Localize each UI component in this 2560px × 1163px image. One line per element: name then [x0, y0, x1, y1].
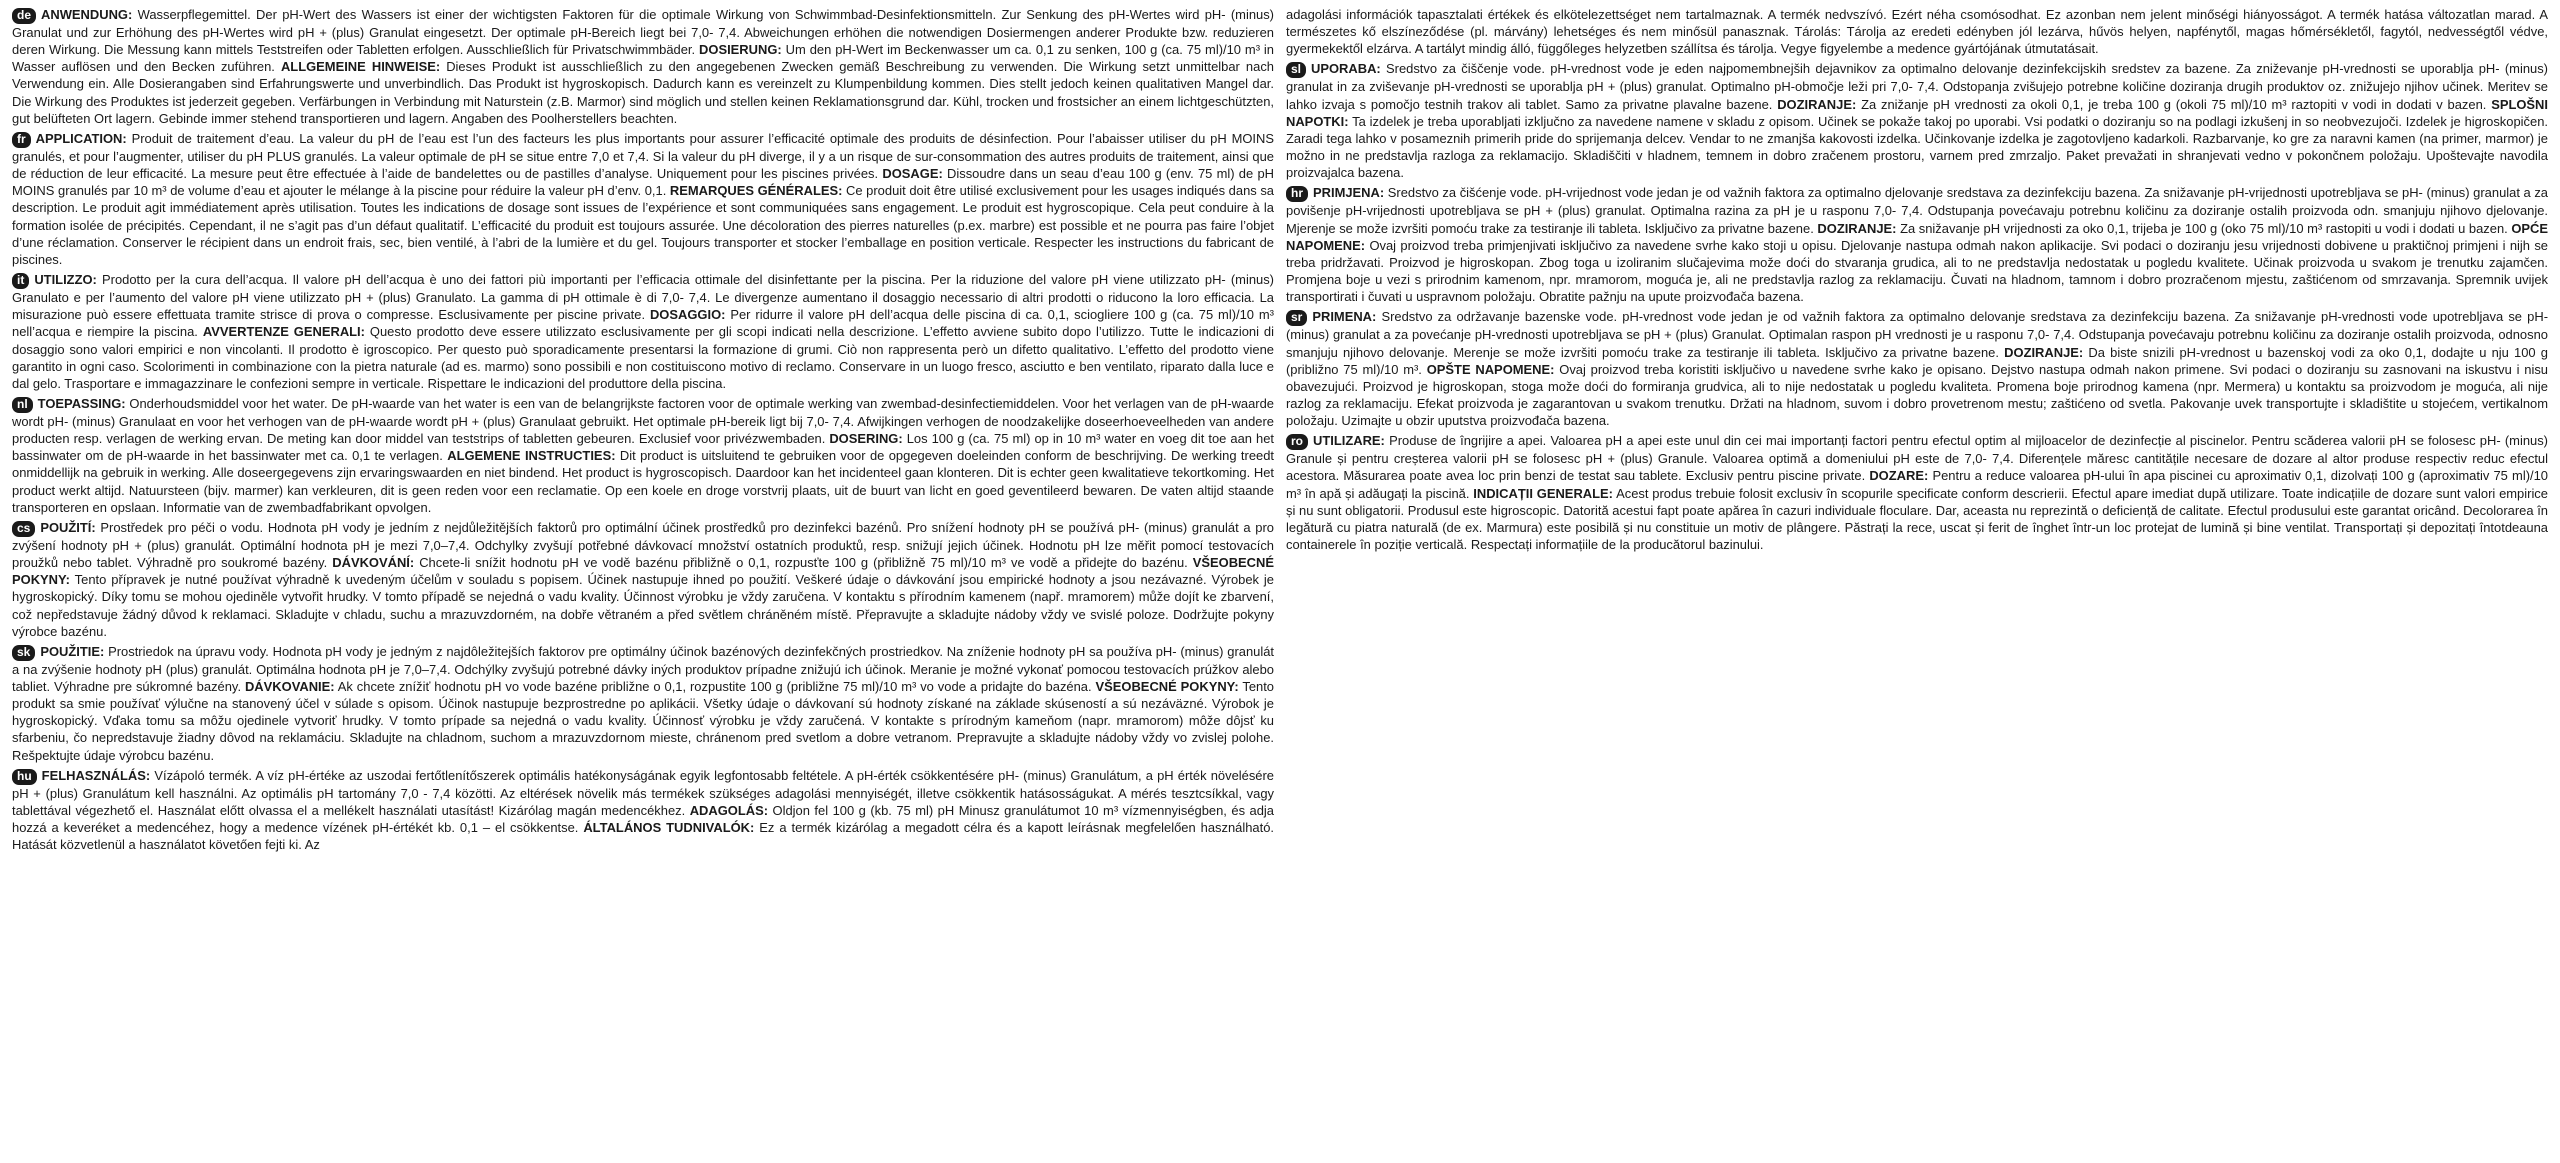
body-text: adagolási információk tapasztalati értékek és elkötelezettséget nem tartalmaznak. A termék nedvszívó. Ezért néha csomósodhat. Ez azonban nem jelent minőségi hiányosságot. A termék hatása változatlan marad. A természetes kő elszíneződése (pl. márvány) lehetséges és nem minősül panasznak. Tárolás: Tárolja az eredeti edényben jól lezárva, hűvös helyen, napfénytől, magas hőmérsékletől, fagytól, nedvességtől védve, gyermekektől elzárva. A tartályt mindig álló, függőleges helyzetben szállítsa és tárolja. Vegye figyelembe a medence gyártójának útmutatásait. — [1286, 7, 2548, 57]
body-text: Dissoudre dans un seau d’eau 100 g (env. 75 ml) de pH MOINS granulés par 10 m³ de volume d’eau et ajouter le mélange à la piscine pour réduire la valeur pH d’env. 0,1. — [12, 166, 1274, 199]
body-text: Ovaj proizvod treba primjenjivati isključivo za navedene svrhe kako stoji u opisu. Djelovanje nastupa odmah nakon aplikacije. Svi podaci o doziranju jesu vrijednosti dobivene u praktičnoj primjeni i nijh se treba pridržavati. Proizvod je higroskopan. Zbog toga u izoliranim slučajevima može doći do stvaranja grudica, ali to ne predstavlja nedostatak u pogledu kvalitete. Učinak proizvoda u svakom je trenutku zajamčen. Promjena boje u vezi s prirodnim kamenom, npr. mramorom, moguća je, ali ne predstavlja razlog za reklamaciju. Čuvati na hladnom, tamnom i dobro prozračenom mjestu, zaštićenom od smrzavanja. Spremnik uvijek transportirati i čuvati u uspravnom položaju. Obratite pažnju na upute proizvođača bazena. — [1286, 237, 2548, 305]
section-heading: UTILIZZO: — [34, 272, 97, 288]
section-it — [12, 271, 1274, 392]
body-text: Za znižanje pH vrednosti za okoli 0,1, je treba 100 g (okoli 75 ml)/10 m³ raztopiti v vodi in dodati v bazen. — [1856, 96, 2492, 112]
body-text: Sredstvo za čišćenje vode. pH-vrijednost vode jedan je od važnih faktora za optimalno djelovanje sredstava za dezinfekciju bazena. Za snižavanje pH-vrijednosti upotrebljava se pH- (minus) granulat a za povišenje pH-vrijednosti upotrebljava se pH + (plus) granulat. Optimalna razina za pH je u rasponu 7,0- 7,4. Odstupanja povećavaju potrebnu količinu za doziranje ostalih proizvoda odn. smanjuju njihovo djelovanje. Mjerenje se može izvršiti pomoću trake za testiranje ili tableta. Isključivo za privatne bazene. — [1286, 185, 2548, 236]
body-text: Tento produkt sa smie používať výlučne na stanovený účel v súlade s opisom. Účinok nastupuje bezprostredne po aplikácii. Všetky údaje o dávkovaní sú hodnoty získané na základe skúseností a sú nezáväzné. Výrobok je hygroskopický. Vďaka tomu sa môžu ojedinele vytvoriť hrudky. V tomto prípade sa nejedná o vadu kvality. Účinnosť výrobku je vždy zaručená. V kontakte s prírodným kameňom (napr. mramorom) môže dôjsť ku sfarbeniu, čo nepredstavuje žiadny dôvod na reklamáciu. Skladujte na chladnom, suchom a mrazuvzdornom mieste, chránenom pred svetlom a dobre vetranom. Prepravujte a skladujte nádoby vždy vo zvislej polohe. Rešpektujte údaje výrobcu bazénu. — [12, 679, 1274, 763]
body-text: Produse de îngrijire a apei. Valoarea pH a apei este unul din cei mai importanți factori pentru efectul optim al mijloacelor de dezinfecție al piscinelor. Pentru scăderea valorii pH se folosesc pH- (minus) Granule și pentru creșterea valorii pH se folosesc pH + (plus) Granule. Valoarea optimă a domeniului pH este de 7,0- 7,4. Diferențele măresc cantitățile necesare de dozare al altor produse respectiv reduc efectul acestora. Măsurarea poate avea loc prin benzi de testat sau tablete. Exclusiv pentru piscine private. — [1286, 433, 2548, 484]
section-sr — [1286, 308, 2548, 429]
section-sl — [1286, 60, 2548, 181]
section-heading: FELHASZNÁLÁS: — [41, 767, 151, 783]
section-heading: SPLOŠNI NAPOTKI: — [1286, 96, 2548, 129]
language-badge-nl: nl — [12, 397, 33, 413]
section-fr — [12, 130, 1274, 268]
section-heading: APPLICATION: — [35, 130, 127, 146]
section-hu — [12, 767, 1274, 854]
section-heading: DOZIRANJE: — [1777, 96, 1857, 112]
body-text: Dit product is uitsluitend te gebruiken voor de opgegeven doeleinden conform de beschrijving. De werking treedt onmiddellijk na gebruik in werking. Alle doseergegevens zijn ervaringswaarden en niet bindend. Het product is hygroscopisch. Daardoor kan het incidenteel gaan klonteren. Dit is echter geen kwalitatieve tekortkoming. Het product werkt altijd. Natuursteen (bijv. marmer) kan verkleuren, dit is geen reden voor een reclamatie. Op een koele en droge vorstvrij plaats, uit de buurt van licht en goed geventileerd bewaren. De vaten altijd staande transporteren en opslaan. Informatie van de zwembadfabrikant opvolgen. — [12, 448, 1274, 515]
language-badge-hr: hr — [1286, 186, 1308, 202]
section-heading: DÁVKOVANIE: — [244, 679, 335, 694]
section-heading: DOZARE: — [1869, 468, 1929, 484]
section-heading: OPŠTE NAPOMENE: — [1426, 361, 1555, 377]
section-heading: POUŽITÍ: — [40, 519, 96, 535]
section-heading: POUŽITIE: — [40, 643, 105, 659]
body-text: Um den pH-Wert im Beckenwasser um ca. 0,1 zu senken, 100 g (ca. 75 ml)/10 m³ in Wasser auflösen und den Becken zuführen. — [12, 42, 1274, 75]
section-ro — [1286, 432, 2548, 553]
section-heading: DOSERING: — [829, 431, 903, 447]
body-text: Dieses Produkt ist ausschließlich zu den angegebenen Zwecken gemäß Beschreibung zu verwenden. Die Wirkung setzt unmittelbar nach Verwendung ein. Alle Dosierangaben sind Erfahrungswerte und unverbindlich. Das Produkt ist hygroskopisch. Dadurch kann es vereinzelt zu Klumpenbildung kommen. Dies stellt jedoch keinen qualitativen Mangel dar. Die Wirkung des Produktes ist jederzeit gegeben. Verfärbungen in Verbindung mit Naturstein (z.B. Marmor) sind möglich und stellen keinen Reklamationsgrund dar. Kühl, trocken und frostsicher an einem lichtgeschützten, gut belüfteten Ort lagern. Gebinde immer stehend transportieren und lagern. Angaben des Poolherstellers beachten. — [12, 59, 1274, 126]
section-heading: DOSAGE: — [882, 166, 943, 182]
body-text: Chcete-li snížit hodnotu pH ve vodě bazénu přibližně o 0,1, rozpusťte 100 g (přibližně 75 ml)/10 m³ ve vodě a přidejte do bazénu. — [414, 555, 1193, 571]
section-heading: OPĆE NAPOMENE: — [1286, 220, 2548, 253]
language-badge-it: it — [12, 273, 29, 289]
body-text: Prodotto per la cura dell’acqua. Il valore pH dell’acqua è uno dei fattori più importanti per l’efficacia ottimale del disinfettante per la piscina. Per la riduzione del valore pH viene utilizzato pH- (minus) Granulato e per l’aumento del valore pH viene utilizzato pH + (plus) Granulato. La gamma di pH ottimale è di 7,0- 7,4. Le divergenze aumentano il dosaggio necessario di altri prodotti o riducono la loro efficacia. La misurazione può essere effettuata tramite strisce di prova o compresse. Esclusivamente per piscine private. — [12, 272, 1274, 323]
body-text: Ez a termék kizárólag a megadott célra és a kapott leírásnak megfelelően használható. Hatását közvetlenül a használatot követően fejti ki. Az — [12, 820, 1274, 853]
section-heading: UTILIZARE: — [1313, 433, 1385, 449]
section-heading: INDICAȚII GENERALE: — [1473, 485, 1613, 501]
body-text: Za snižavanje pH vrijednosti za oko 0,1, trijeba je 100 g (oko 75 ml)/10 m³ rastopiti u vodi i dodati u bazen. — [1896, 220, 2512, 236]
section-heading: ALGEMENE INSTRUCTIES: — [447, 448, 616, 464]
body-text: Per ridurre il valore pH dell’acqua delle piscina di ca. 0,1, sciogliere 100 g (ca. 75 ml)/10 m³ nell’acqua e riempire la piscina. — [12, 307, 1274, 340]
section-heading: PRIMJENA: — [1313, 185, 1385, 201]
section-heading: DOZIRANJE: — [1817, 220, 1897, 236]
section-heading: REMARQUES GÉNÉRALES: — [669, 183, 843, 199]
section-heading: ÁLTALÁNOS TUDNIVALÓK: — [583, 820, 755, 836]
language-badge-cs: cs — [12, 521, 35, 537]
body-text: Onderhoudsmiddel voor het water. De pH-waarde van het water is een van de belangrijkste factoren voor de optimale werking van zwembad-desinfectiemiddelen. Voor het verlagen van de pH-waarde wordt pH- (minus) Granulaat en voor het verhogen van de pH-waarde wordt pH + (plus) Granulaat gebruikt. Het optimale pH-bereik ligt bij 7,0- 7,4. Afwijkingen verhogen de noodzakelijke doseerhoeveelheden van andere producten resp. verlagen de werking ervan. De meting kan door middel van teststrips of tabletten gebeuren. Exclusief voor privézwembaden. — [12, 395, 1274, 447]
language-badge-fr: fr — [12, 132, 31, 148]
section-heading: AVVERTENZE GENERALI: — [202, 324, 365, 340]
body-text: Vízápoló termék. A víz pH-értéke az uszodai fertőtlenítőszerek optimális hatékonyságának egyik legfontosabb feltétele. A pH-érték csökkentésére pH- (minus) Granulátum, a pH érték növelésére pH + (plus) Granulátum kell használni. Az optimális pH tartomány 7,0 - 7,4 közötti. Az eltérések növelik más termékek szükséges adagolási mennyiségét, illetve csökkentik hatásosságukat. A mérés tesztcsíkkal, vagy tablettával végezhető el. Használat előtt olvassa el a mellékelt használati utasítást! Kizárólag magán medencékhez. — [12, 767, 1274, 818]
language-badge-sk: sk — [12, 645, 35, 661]
section-heading: PRIMENA: — [1312, 309, 1377, 325]
section-nl — [12, 395, 1274, 516]
section-heading: DÁVKOVÁNÍ: — [332, 555, 415, 571]
body-text: Sredstvo za održavanje bazenske vode. pH-vrednost vode jedan je od važnih faktora za optimalno delovanje sredstava za dezinfekciju bazena. Za snižavanje pH-vrednosti vode upotrebljava se pH- (minus) granulat a za povećanje pH-vrednosti upotrebljava se pH + (plus) Granulat. Optimalan raspon pH vrednosti je u rasponu 7,0- 7,4. Odstupanja povećavaju potrebnu količinu za doziranje ostalih proizvoda, odnosno smanjuju njihovo delovanje. Merenje se može izvršiti pomoću trake za testiranje ili tableta. Isključivo za privatne bazene. — [1286, 309, 2548, 360]
body-text: Ta izdelek je treba uporabljati izključno za navedene namene v skladu z opisom. Učinek se pokaže takoj po uporabi. Vsi podatki o doziranju so na podlagi izkušenj in so neobvezujoči. Izdelek je higroskopičen. Zaradi tega lahko v posameznih primerih pride do sprijemanja delcev. Vendar to ne zmanjša kakovosti izdelka. Učinkovanje izdelka je zagotovljeno kadarkoli. Razbarvanje, ko gre za naravni kamen (na primer, marmor) je možno in ne predstavlja razloga za reklamacijo. Skladiščiti v hladnem, temnem in dobro zračenem prostoru, varnem pred zmrzaljo. Paket prevažati in shranjevati vedno v pokončnem položaju. Upoštevajte navodila proizvajalca bazena. — [1286, 113, 2548, 181]
left-column — [12, 6, 1274, 1159]
body-text: Questo prodotto deve essere utilizzato esclusivamente per gli scopi indicati nella descrizione. L’effetto avviene subito dopo l’utilizzo. Tutte le indicazioni di dosaggio sono valori empirici e non vincolanti. Il prodotto è igroscopico. Per questo può sporadicamente presentarsi la formazione di grumi. Ciò non rappresenta però un difetto qualitativo. L’effetto del prodotto viene garantito in ogni caso. Scolorimenti in combinazione con la pietra naturale (ad es. marmo) sono possibili e non costituiscono motivo di reclamo. Conservare in un luogo fresco, asciutto e ben ventilato, riparato dalla luce e dal gelo. Trasportare e immagazzinare le confezioni sempre in verticale. Rispettare le indicazioni del produttore della piscina. — [12, 324, 1274, 391]
section-heading: VŠEOBECNÉ POKYNY: — [12, 555, 1274, 588]
body-text: Produit de traitement d’eau. La valeur du pH de l’eau est l’un des facteurs les plus importants pour assurer l’efficacité optimale des produits de désinfection. Pour l’abaisser utiliser du pH MOINS granulés, et pour l’augmenter, utiliser du pH PLUS granulés. La valeur optimale de pH se situe entre 7,0 et 7,4. Si la valeur du pH diverge, il y a un risque de sur-consommation des autres produits de traitement, ainsi que de réduction de leur efficacité. La mesure peut être effectuée à l’aide de bandelettes ou de pastilles d’analyse. Uniquement pour les piscines privées. — [12, 130, 1274, 182]
body-text: Acest produs trebuie folosit exclusiv în scopurile specificate conform descrierii. Efectul apare imediat după utilizare. Toate indicațiile de dozare sunt valori empirice și nu sunt obligatorii. Produsul este higroscopic. Datorită acestui fapt poate apărea în cazuri individuale floculare. Dar, aceasta nu reprezintă o deficiență de calitate. Efectul produsului este garantat oricând. Decolorarea în legătură cu piatra naturală (de ex. Marmura) este posibilă și nu constituie un motiv de plângere. Păstrați la rece, uscat și ferit de înghet într-un loc protejat de lumină și bine ventilat. Transportați și depozitați întotdeauna containerele în poziție verticală. Respectați informațiile de la producătorul bazinului. — [1286, 485, 2548, 553]
body-text: Ce produit doit être utilisé exclusivement pour les usages indiqués dans sa description. Le produit agit immédiatement après utilisation. Toutes les indications de dosage sont issues de l’expérience et sont communiquées sans engagement. Le produit est hygroscopique. Cela peut conduire à la formation isolée de précipités. Cependant, il ne s’agit pas d’un défaut qualitatif. L’efficacité du produit est toujours assurée. Une décoloration des pierres naturelles (p.ex. marbre) est possible et ne pourra pas faire l’objet d’une réclamation. Conserver le récipient dans un endroit frais, sec, bien ventilé, à l’abri de la lumière et du gel. Toujours transporter et stocker l’emballage en position verticale. Respecter les instructions du fabricant de piscines. — [12, 183, 1274, 267]
section-heading: TOEPASSING: — [37, 395, 126, 411]
section-heading: ANWENDUNG: — [41, 7, 133, 22]
body-text: Da biste snizili pH-vrednost u bazenskoj vodi za oko 0,1, dodajte u nju 100 g (približno 75 ml)/10 m³. — [1286, 344, 2548, 377]
section-heading: DOSAGGIO: — [649, 307, 726, 323]
language-badge-de: de — [12, 8, 36, 24]
body-text: Tento přípravek je nutné používat výhradně k uvedeným účelům v souladu s popisem. Účinek nastupuje ihned po použití. Veškeré údaje o dávkování jsou empirické hodnoty a jsou nezávazné. Výrobek je hygroskopický. Díky tomu se mohou ojediněle vytvořit hrudky. V tomto případě se nejedná o vadu kvality. Účinnost výrobku je vždy zaručena. V kontaktu s přírodním kamenem (např. mramorem) může dojít ke zbarvení, což nepředstavuje žádný důvod k reklamaci. Skladujte v chladu, suchu a mrazuvzdorném, na dobře větraném a před světlem chráněném místě. Přepravujte a skladujte nádoby vždy ve svislé poloze. Dodržujte pokyny výrobce bazénu. — [12, 572, 1274, 639]
language-badge-sr: sr — [1286, 310, 1307, 326]
section-de — [12, 6, 1274, 127]
body-text: Oldjon fel 100 g (kb. 75 ml) pH Minusz granulátumot 10 m³ vízmennyiségben, és adja hozzá a keveréket a medencéhez, hogy a medence vízének pH-értékét kb. 0,1 – el csökkentse. — [12, 802, 1274, 836]
section-cs — [12, 519, 1274, 640]
language-badge-sl: sl — [1286, 62, 1306, 78]
section-heading: DOZIRANJE: — [2004, 344, 2084, 360]
language-badge-hu: hu — [12, 769, 37, 785]
section-hr — [1286, 184, 2548, 305]
language-badge-ro: ro — [1286, 434, 1308, 450]
body-text: Prostředek pro péči o vodu. Hodnota pH vody je jedním z nejdůležitějších faktorů pro optimální účinek prostředků pro dezinfekci bazénů. Pro snížení hodnoty pH se používá pH- (minus) granulát a pro zvýšení hodnoty pH + (plus) granulát. Optimální hodnota pH je mezi 7,0–7,4. Odchylky zvyšují potřebné dávkovací množství ostatních produktů, resp. snižují jejich účinek. Hodnotu pH lze měřit pomocí testovacích proužků nebo tablet. Výhradně pro soukromé bazény. — [12, 519, 1274, 571]
body-text: Pentru a reduce valoarea pH-ului în apa piscinei cu aproximativ 0,1, dizolvați 100 g (aproximativ 75 ml)/10 m³ în apă și adăugați la piscină. — [1286, 468, 2548, 501]
body-text: Los 100 g (ca. 75 ml) op in 10 m³ water en voeg dit toe aan het bassinwater om de pH-waarde in het bassinwater met ca. 0,1 te verlagen. — [12, 431, 1274, 464]
section-heading: UPORABA: — [1311, 61, 1381, 77]
section-heading: DOSIERUNG: — [699, 42, 782, 58]
body-text: Ovaj proizvod treba koristiti isključivo u navedene svrhe kako je opisano. Dejstvo nastupa odmah nakon primene. Svi podaci o doziranju su zasnovani na iskustvu i nisu obavezujući. Proizvod je higroskopan, stoga može doći do formiranja grudvica, ali to nije nedostatak u pogledu kvaliteta. Promena boje prirodnog kamena (npr. Mermera) u kontaktu sa proizvodom je moguća, ali nije razlog za reklamaciju. Efekat proizvoda je zagarantovan u svakom trenutku. Držati na hladnom, suvom i dobro provetrenom mestu; zaštićeno od svetla. Pakovanje uvek transportujte i skladištite u stojećem, vertikalnom položaju. Uzimajte u obzir uputstva proizvođača bazena. — [1286, 361, 2548, 429]
section-continued — [1286, 6, 2548, 57]
body-text: Prostriedok na úpravu vody. Hodnota pH vody je jedným z najdôležitejších faktorov pre optimálny účinok bazénových dezinfekčných prostriedkov. Na zníženie hodnoty pH sa používa pH- (minus) granulát a na zvýšenie hodnoty pH (plus) granulát. Optimálna hodnota pH je 7,0–7,4. Odchýlky zvyšujú potrebné dávky iných produktov prípadne znižujú ich účinok. Meranie je možné vykonať pomocou testovacích prúžkov alebo tabliet. Výhradne pre súkromné bazény. — [12, 643, 1274, 694]
right-column — [1286, 6, 2548, 1159]
section-heading: VŠEOBECNÉ POKYNY: — [1095, 679, 1239, 694]
section-heading: ALLGEMEINE HINWEISE: — [280, 59, 441, 75]
body-text: Sredstvo za čiščenje vode. pH-vrednost vode je eden najpomembnejših dejavnikov za optimalno delovanje dezinfekcijskih sredstev za bazene. Za zniževanje pH-vrednosti se uporablja pH- (minus) granulat in za zviševanje pH-vrednosti se uporablja pH + (plus) granulat. Optimalno pH-območje leži pri 7,0- 7,4. Odstopanja zvišujejo potrebne količine doziranja drugih produktov oz. znižujejo njihov učinek. Meritev se lahko izvaja s pomočjo testnih trakov ali tablet. Samo za privatne plavalne bazene. — [1286, 61, 2548, 112]
section-heading: ADAGOLÁS: — [689, 802, 769, 818]
section-sk — [12, 643, 1274, 764]
body-text: Wasserpflegemittel. Der pH-Wert des Wassers ist einer der wichtigsten Faktoren für die optimale Wirkung von Schwimmbad-Desinfektionsmitteln. Zur Senkung des pH-Wertes wird pH- (minus) Granulat und zur Erhöhung des pH-Wertes wird pH + (plus) Granulat eingesetzt. Der optimale pH-Bereich liegt bei 7,0- 7,4. Abweichungen erhöhen die notwendigen Dosiermengen anderer Produkte bzw. reduzieren deren Wirkung. Die Messung kann mittels Teststreifen oder Tabletten erfolgen. Ausschließlich für Privatschwimmbäder. — [12, 7, 1274, 58]
body-text: Ak chcete znížiť hodnotu pH vo vode bazéne približne o 0,1, rozpustite 100 g (približne 75 ml)/10 m³ vo vode a pridajte do bazéna. — [334, 679, 1096, 694]
